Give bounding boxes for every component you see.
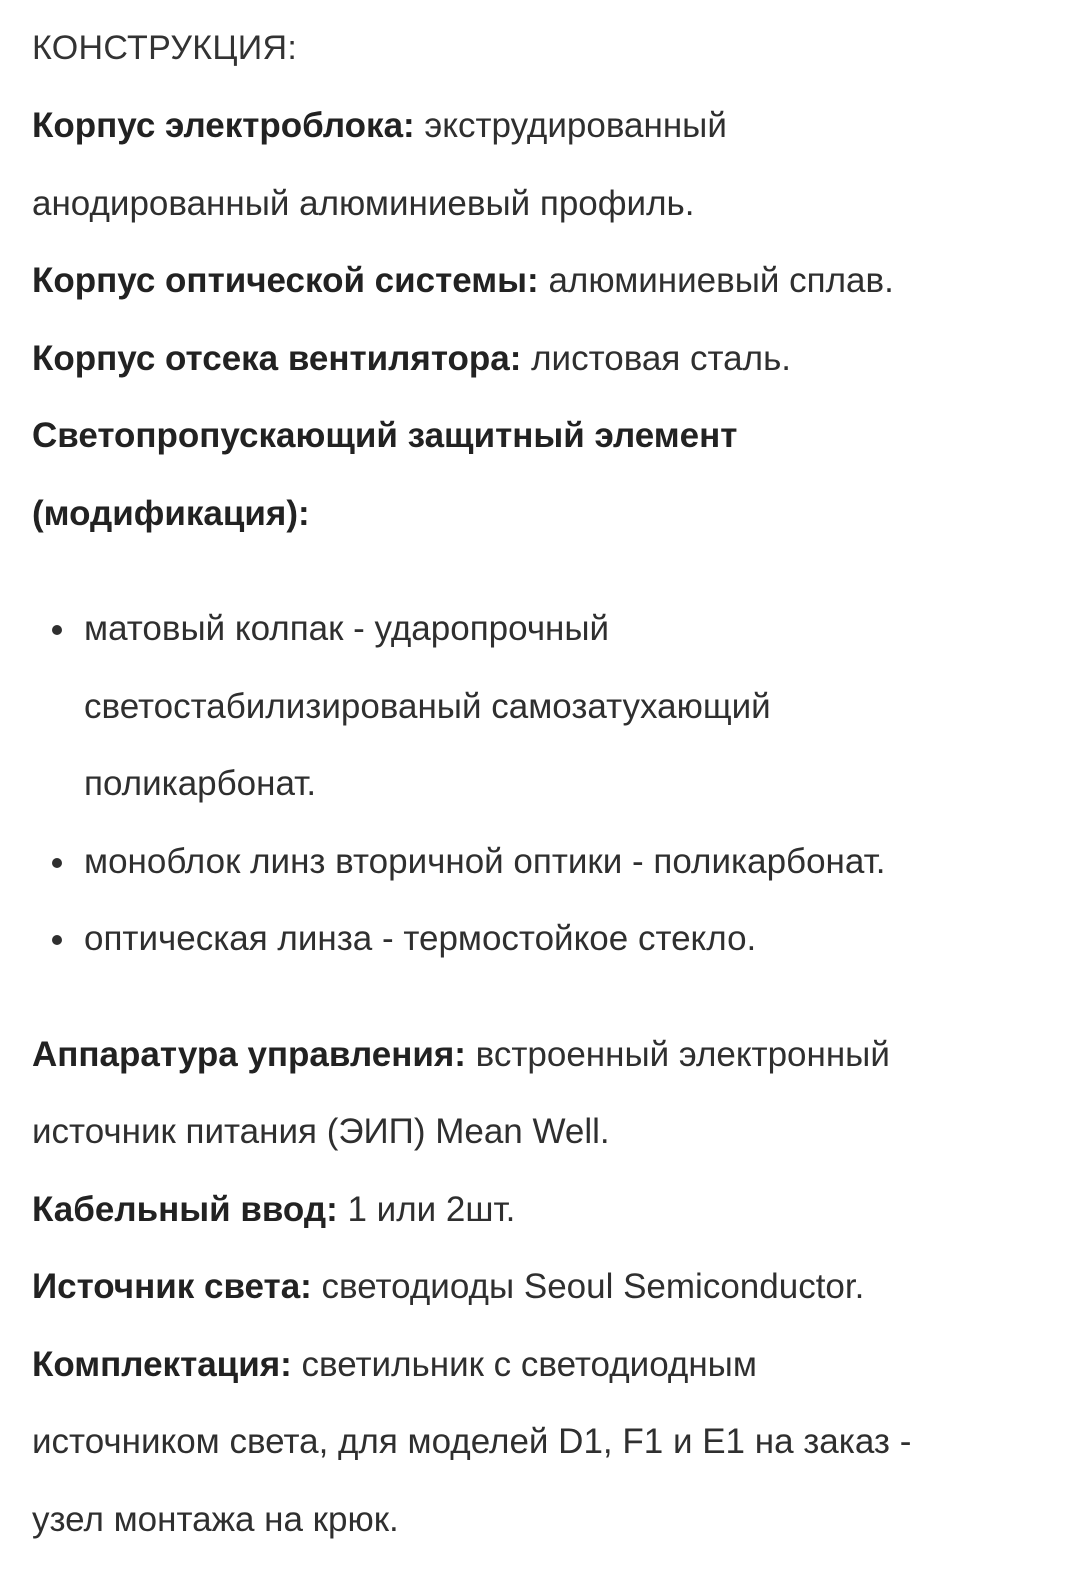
list-item [32, 823, 1042, 901]
spec-label: Корпус оптической системы: [32, 261, 539, 300]
list-item-line: светостабилизированый самозатухающий [84, 686, 771, 726]
list-item-line: матовый колпак - ударопрочный [84, 609, 610, 648]
spec-control-gear [32, 1016, 1042, 1094]
spec-label: Корпус электроблока: [32, 106, 415, 145]
list-item [32, 590, 1042, 823]
list-item-line: оптическая линза - термостойкое стекло. [84, 919, 757, 958]
spec-value: алюминиевый сплав. [538, 261, 894, 300]
spec-value: светодиоды Seoul Semiconductor. [311, 1267, 865, 1306]
list-item [32, 900, 1042, 978]
list-item-line: поликарбонат. [84, 764, 317, 803]
spec-value: экструдированный [414, 106, 727, 145]
spacer [32, 978, 1042, 1016]
spec-electro-block [32, 87, 1042, 165]
spec-label: Корпус отсека вентилятора: [32, 338, 522, 378]
spec-package-cont: узел монтажа на крюк. [32, 1499, 399, 1539]
spec-control-gear-cont: источник питания (ЭИП) Mean Well. [32, 1112, 610, 1151]
list-item-line: моноблок линз вторичной оптики - поликарбонат. [84, 841, 886, 881]
spec-protective-element-label-cont: (модификация): [32, 493, 310, 533]
spec-electro-block-cont: анодированный алюминиевый профиль. [32, 183, 695, 223]
modification-list [32, 590, 1042, 978]
spec-value: встроенный электронный [465, 1034, 890, 1074]
section-heading: КОНСТРУКЦИЯ: [32, 29, 298, 67]
bullet-icon [52, 935, 62, 945]
spec-package-cont: источником света, для моделей D1, F1 и E1 на заказ - [32, 1422, 912, 1461]
spec-value: 1 или 2шт. [337, 1189, 516, 1229]
bullet-icon [52, 625, 62, 635]
spacer [32, 552, 1042, 590]
bullet-icon [52, 858, 62, 868]
spec-light-source [32, 1248, 1042, 1326]
spec-cable-entry [32, 1171, 1042, 1249]
spec-label: Комплектация: [32, 1344, 292, 1384]
spec-value: листовая сталь. [521, 338, 792, 378]
spec-value: светильник с светодиодным [291, 1344, 757, 1384]
spec-label: Кабельный ввод: [32, 1189, 338, 1229]
spec-label: Источник света: [32, 1267, 312, 1306]
spec-label: Аппаратура управления: [32, 1034, 466, 1074]
spec-document [32, 10, 1042, 1558]
spec-optical-system [32, 242, 1042, 320]
spec-package [32, 1326, 1042, 1404]
spec-protective-element-label: Светопропускающий защитный элемент [32, 416, 738, 455]
spec-fan-compartment [32, 320, 1042, 398]
